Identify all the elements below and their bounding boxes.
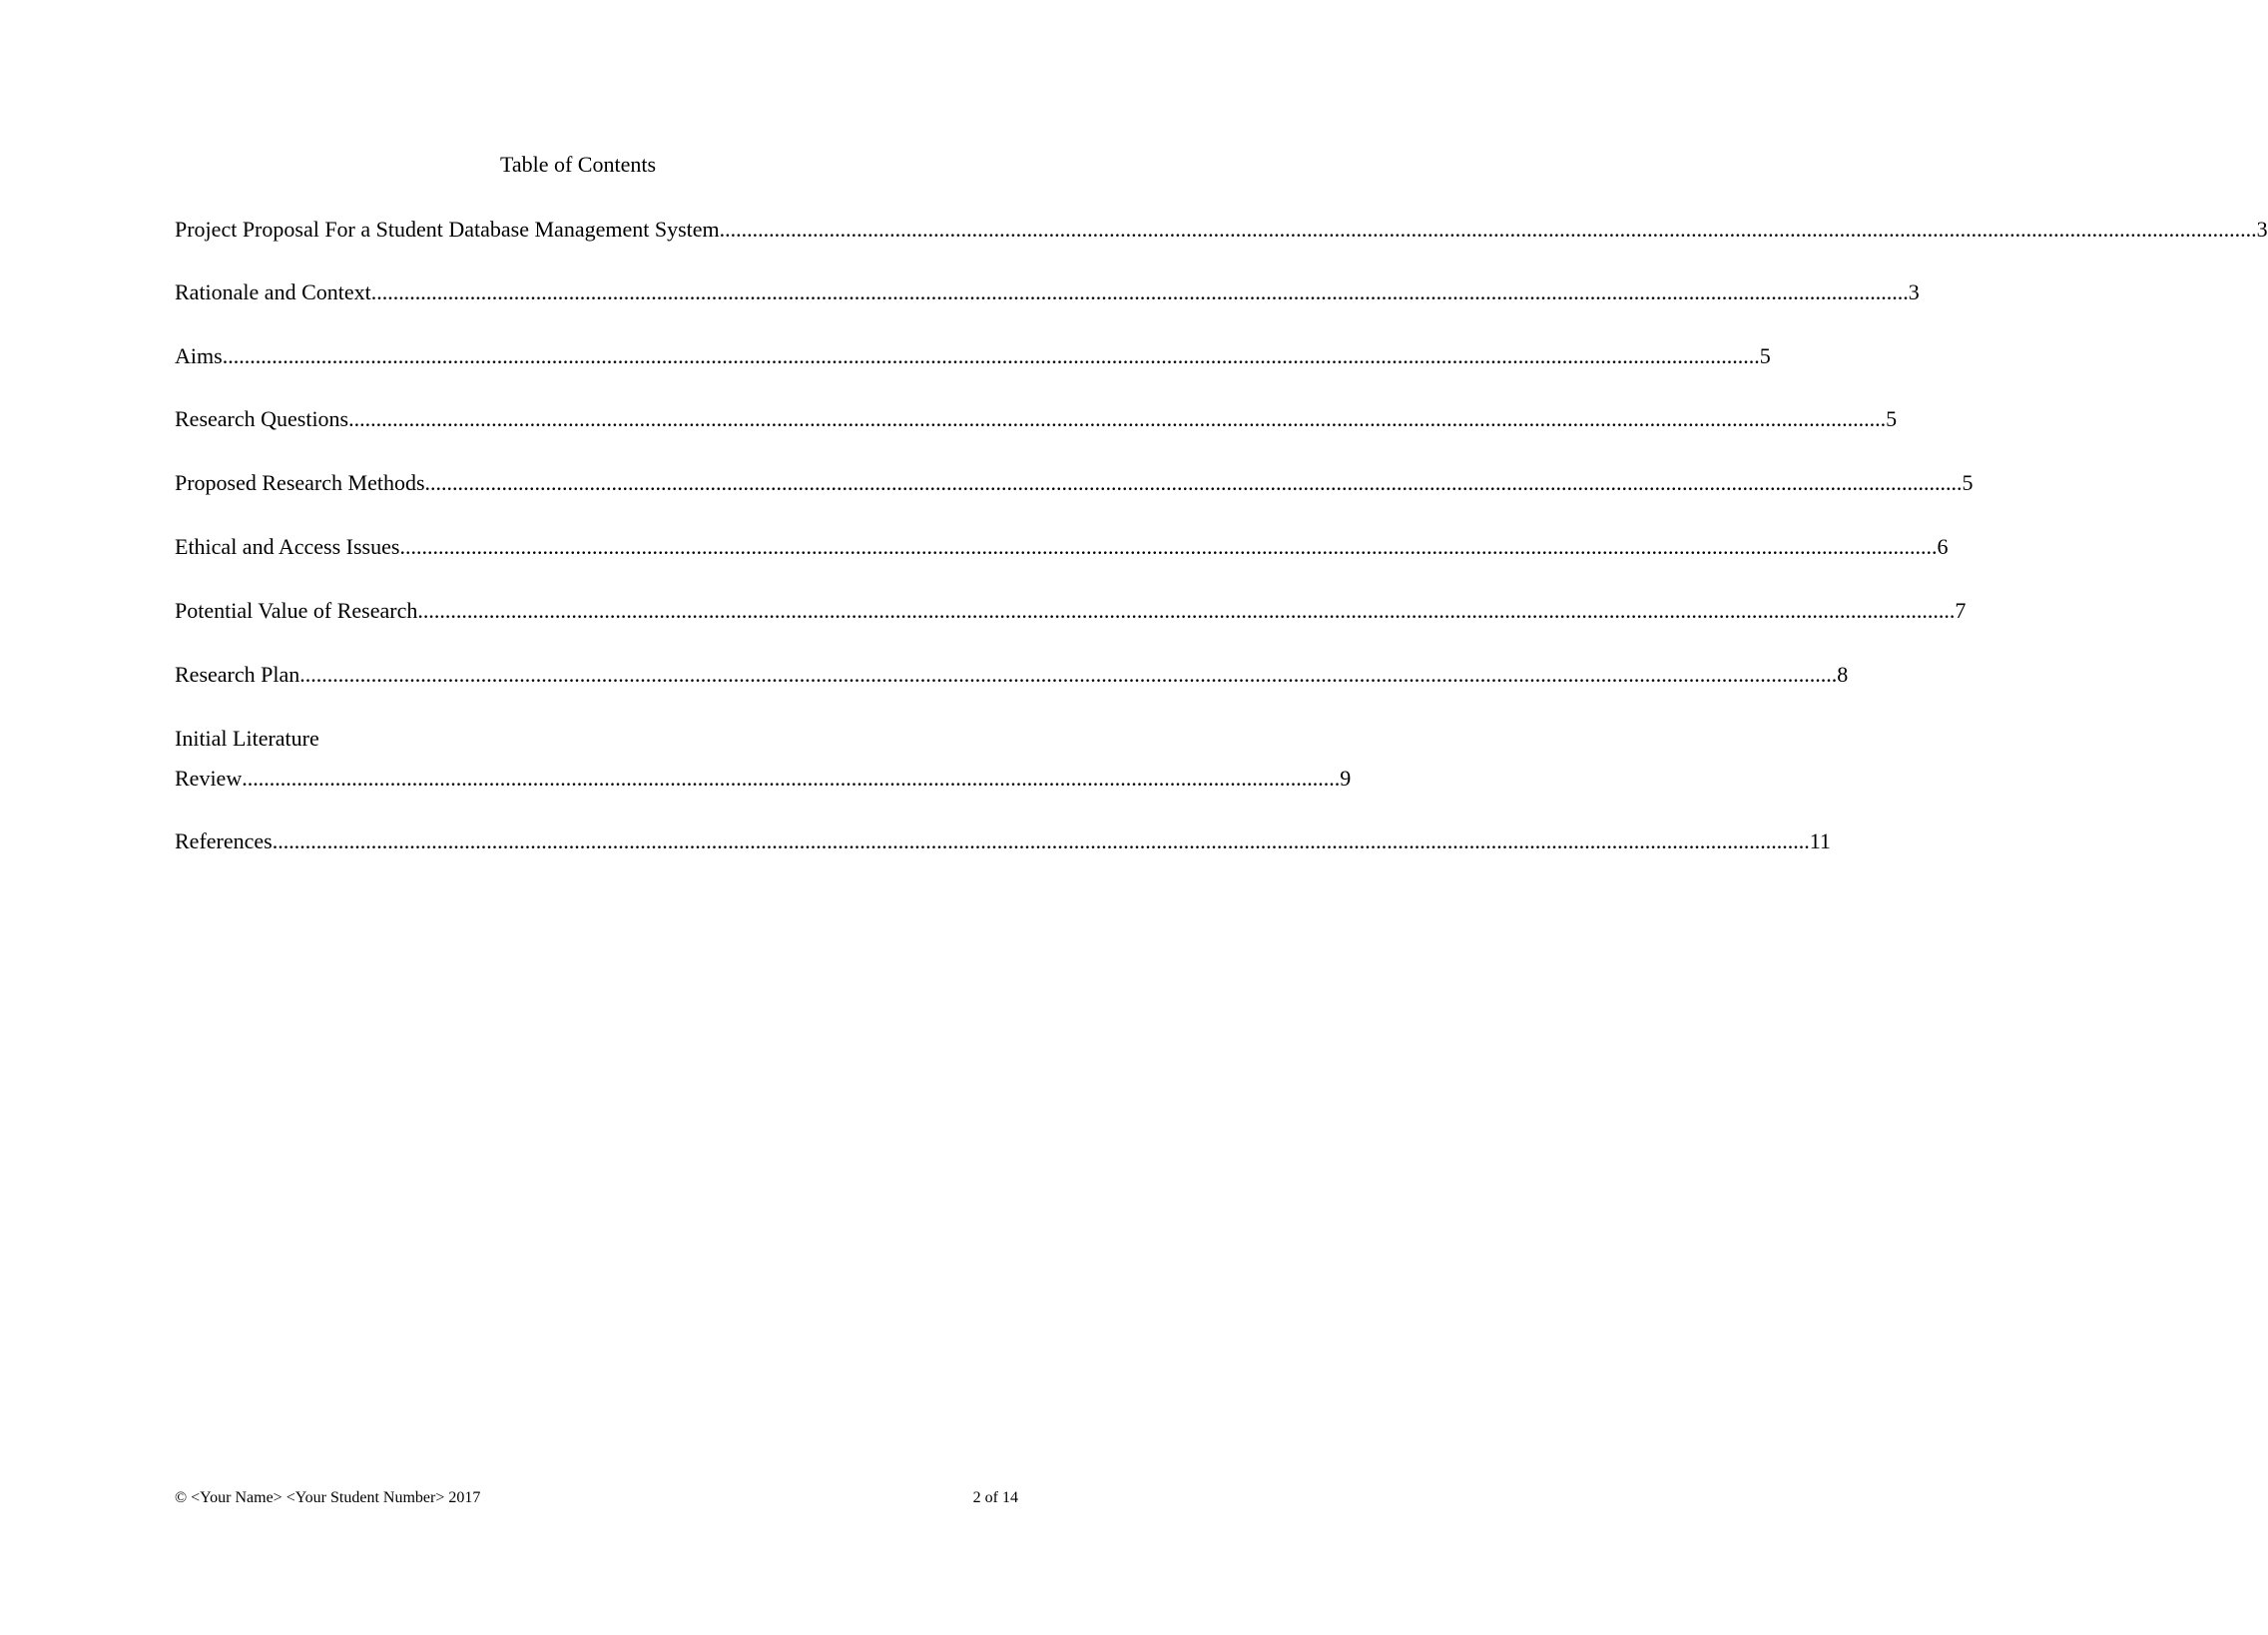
toc-dot-leader — [417, 596, 1955, 626]
toc-dot-leader: ........................................................................................................................................................................................................ — [242, 766, 1341, 791]
footer-page-indicator: 2 of 14 — [972, 1489, 1018, 1506]
toc-dot-leader — [399, 532, 1937, 562]
toc-dot-leader — [371, 277, 1909, 307]
toc-dot-leader — [425, 468, 1963, 498]
toc-entry-label: Review — [175, 766, 243, 791]
toc-entry-label: Project Proposal For a Student Database Management System — [175, 217, 720, 242]
toc-entry-rationale[interactable] — [175, 277, 1920, 307]
toc-entry-label: Potential Value of Research — [175, 598, 418, 623]
toc-entry-label: Rationale and Context — [175, 279, 371, 304]
toc-entry-page-number: 7 — [1955, 598, 1967, 623]
toc-dot-leader — [273, 826, 1810, 856]
toc-entry-page-number: 6 — [1937, 534, 1949, 559]
toc-entry-project-proposal[interactable] — [175, 215, 2268, 245]
toc-entry-label: Research Plan — [175, 662, 300, 687]
toc-entry-research-questions[interactable] — [175, 404, 1898, 434]
toc-dot-leader — [348, 404, 1886, 434]
toc-entry-label: References — [175, 828, 273, 853]
footer-copyright: © <Your Name> <Your Student Number> 2017 — [175, 1489, 481, 1506]
toc-entry-label: Research Questions — [175, 406, 349, 431]
toc-entry-proposed-methods[interactable] — [175, 468, 1974, 498]
toc-entry-page-number: 9 — [1340, 766, 1352, 791]
toc-entry-literature-review[interactable] — [175, 719, 1352, 799]
toc-dot-leader — [720, 215, 2257, 245]
toc-entry-page-number: 11 — [1809, 828, 1831, 853]
toc-dot-leader — [223, 341, 1760, 371]
toc-entry-label-continued — [175, 759, 1352, 799]
toc-entry-references[interactable] — [175, 826, 1831, 856]
toc-entry-ethical-access[interactable] — [175, 532, 1949, 562]
toc-entry-label: Initial Literature — [175, 726, 319, 751]
toc-entry-page-number: 5 — [1759, 343, 1771, 368]
toc-title: Table of Contents — [499, 152, 657, 177]
toc-entry-page-number: 5 — [1886, 406, 1898, 431]
toc-entry-page-number: 3 — [1908, 279, 1920, 304]
toc-entry-aims[interactable] — [175, 341, 1771, 371]
toc-dot-leader — [299, 660, 1837, 690]
toc-entry-page-number: 5 — [1962, 470, 1974, 495]
toc-entry-research-plan[interactable] — [175, 660, 1849, 690]
toc-entry-potential-value[interactable] — [175, 596, 1967, 626]
toc-entry-label: Ethical and Access Issues — [175, 534, 400, 559]
toc-entry-page-number: 8 — [1837, 662, 1849, 687]
toc-entry-label: Aims — [175, 343, 223, 368]
toc-entry-label: Proposed Research Methods — [175, 470, 425, 495]
toc-entry-page-number: 3 — [2256, 217, 2268, 242]
